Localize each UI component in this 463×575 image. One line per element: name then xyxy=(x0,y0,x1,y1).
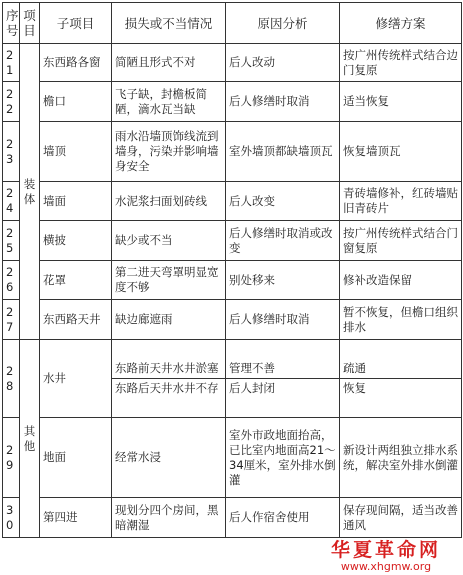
table-row xyxy=(3,418,462,498)
loss-cell: 雨水沿墙顶饰线流到墙身，污染并影响墙身安全 xyxy=(112,122,226,182)
watermark-title: 华夏革命网 xyxy=(330,539,441,561)
subproject-cell: 东西路各窗 xyxy=(40,44,112,82)
plan-cell: 按广州传统样式结合边门复原 xyxy=(340,44,462,82)
table-row xyxy=(3,498,462,538)
category-cell: 其他 xyxy=(20,340,40,538)
table-row xyxy=(3,300,462,340)
loss-cell: 水泥浆扫面划砖线 xyxy=(112,182,226,221)
subproject-cell: 檐口 xyxy=(40,82,112,122)
row-number: 25 xyxy=(3,221,20,261)
plan-cell xyxy=(340,340,462,418)
watermark-url: www.xhgmw.org xyxy=(340,560,432,573)
site-watermark xyxy=(315,539,457,573)
header-plan: 修缮方案 xyxy=(340,3,462,44)
plan-cell: 青砖墙修补，红砖墙贴旧青砖片 xyxy=(340,182,462,221)
row-number: 30 xyxy=(3,498,20,538)
plan-cell: 适当恢复 xyxy=(340,82,462,122)
table-row xyxy=(3,182,462,221)
header-loss: 损失或不当情况 xyxy=(112,3,226,44)
loss-cell: 缺少或不当 xyxy=(112,221,226,261)
cause-cell: 后人修缮时取消 xyxy=(226,300,340,340)
cause-back-well: 后人封闭 xyxy=(226,378,339,398)
subproject-cell: 花罩 xyxy=(40,261,112,300)
loss-cell: 经常水浸 xyxy=(112,418,226,498)
cause-cell: 后人改变 xyxy=(226,182,340,221)
row-number: 24 xyxy=(3,182,20,221)
loss-front-well: 东路前天井水井淤塞 xyxy=(115,361,219,375)
table-row xyxy=(3,340,462,418)
restoration-table xyxy=(2,2,462,538)
plan-front-well: 疏通 xyxy=(343,361,366,375)
row-number: 28 xyxy=(3,340,20,418)
subproject-cell: 东西路天井 xyxy=(40,300,112,340)
row-number: 29 xyxy=(3,418,20,498)
plan-cell: 按广州传统样式结合门窗复原 xyxy=(340,221,462,261)
cause-front-well: 管理不善 xyxy=(229,361,275,375)
cause-cell: 别处移来 xyxy=(226,261,340,300)
cause-cell: 后人修缮时取消 xyxy=(226,82,340,122)
header-subproject: 子项目 xyxy=(40,3,112,44)
cause-cell: 室外墙顶都缺墙顶瓦 xyxy=(226,122,340,182)
header-cause: 原因分析 xyxy=(226,3,340,44)
plan-back-well: 恢复 xyxy=(340,378,461,398)
cause-cell: 室外市政地面抬高，已比室内地面高21～34厘米，室外排水倒灌 xyxy=(226,418,340,498)
loss-cell: 飞子缺，封檐板简陋，滴水瓦当缺 xyxy=(112,82,226,122)
table-row xyxy=(3,221,462,261)
table-row xyxy=(3,82,462,122)
row-number: 21 xyxy=(3,44,20,82)
table-row xyxy=(3,44,462,82)
plan-cell: 恢复墙顶瓦 xyxy=(340,122,462,182)
plan-cell: 暂不恢复，但檐口组织排水 xyxy=(340,300,462,340)
subproject-cell: 墙面 xyxy=(40,182,112,221)
plan-cell: 修补改造保留 xyxy=(340,261,462,300)
subproject-cell: 横披 xyxy=(40,221,112,261)
row-number: 26 xyxy=(3,261,20,300)
loss-cell: 现划分四个房间，黑暗潮湿 xyxy=(112,498,226,538)
subproject-cell: 第四进 xyxy=(40,498,112,538)
subproject-cell: 地面 xyxy=(40,418,112,498)
cause-cell: 后人改动 xyxy=(226,44,340,82)
cause-cell: 后人修缮时取消或改变 xyxy=(226,221,340,261)
header-project: 项目 xyxy=(20,3,40,44)
row-number: 23 xyxy=(3,122,20,182)
category-cell: 装体 xyxy=(20,44,40,340)
loss-cell: 缺边廊遮雨 xyxy=(112,300,226,340)
loss-cell: 简陋且形式不对 xyxy=(112,44,226,82)
header-index: 序号 xyxy=(3,3,20,44)
cause-cell xyxy=(226,340,340,418)
loss-cell xyxy=(112,340,226,418)
plan-cell: 新设计两组独立排水系统，解决室外排水倒灌 xyxy=(340,418,462,498)
loss-back-well: 东路后天井水井不存 xyxy=(112,378,225,398)
subproject-cell: 墙顶 xyxy=(40,122,112,182)
row-number: 22 xyxy=(3,82,20,122)
table-row xyxy=(3,261,462,300)
table-header-row xyxy=(3,3,462,44)
cause-cell: 后人作宿舍使用 xyxy=(226,498,340,538)
row-number: 27 xyxy=(3,300,20,340)
subproject-cell: 水井 xyxy=(40,340,112,418)
plan-cell: 保存现间隔，适当改善通风 xyxy=(340,498,462,538)
loss-cell: 第二进天弯罩明显宽度不够 xyxy=(112,261,226,300)
table-row xyxy=(3,122,462,182)
